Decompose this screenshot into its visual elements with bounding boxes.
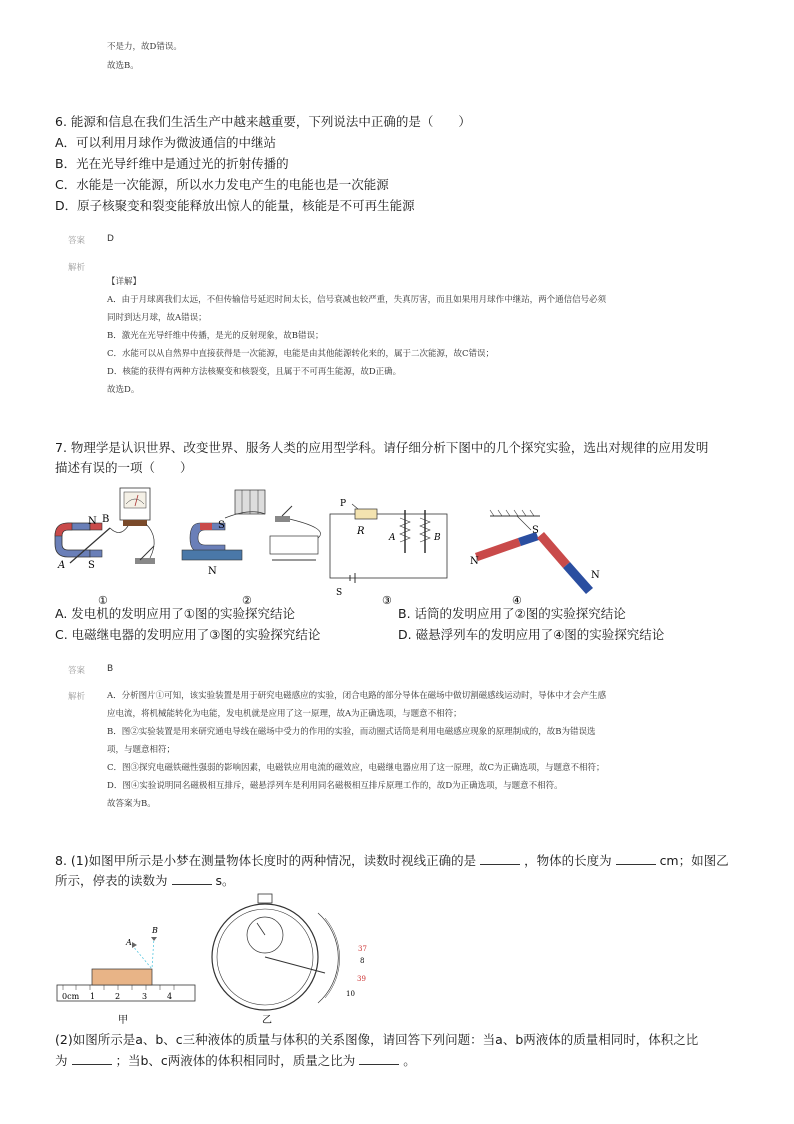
label-n: N — [208, 566, 217, 577]
q6-answer: D — [107, 234, 114, 244]
label-r: R — [357, 526, 365, 537]
eye-b-label: B — [152, 926, 158, 935]
q7-analysis-line: 应电流，将机械能转化为电能，发电机就是应用了这一原理，故A为正确选项，与题意不相符； — [107, 709, 462, 719]
figure-2-current-in-field — [182, 490, 321, 607]
answer-blank[interactable] — [172, 872, 212, 885]
figure-label-3: ③ — [382, 594, 392, 607]
q7-option-c[interactable]: C. 电磁继电器的发明应用了③图的实验探究结论 — [55, 627, 321, 642]
q6-analysis-line: 故选D。 — [107, 385, 140, 395]
q6-analysis-line: A．由于月球离我们太远，不但传输信号延迟时间太长，信号衰减也较严重，失真厉害，而且如果用月球作中继站，两个通信信号必须 — [107, 295, 607, 305]
ruler-figure — [57, 926, 195, 1026]
q7-answer-label: 答案 — [68, 666, 86, 676]
q7-analysis-line: A．分析图片①可知，该实验装置是用于研究电磁感应的实验，闭合电路的部分导体在磁场中做切割磁感线运动时，导体中才会产生感 — [107, 691, 607, 701]
answer-blank[interactable] — [72, 1052, 112, 1065]
label-s: S — [336, 588, 343, 598]
q7-analysis-line: B．图②实验装置是用来研究通电导线在磁场中受力的作用的实验，而动圈式话筒是利用电磁感应现象的原理制成的，故B为错误选 — [107, 727, 596, 737]
dial-number: 8 — [360, 957, 365, 965]
ruler-tick: 3 — [142, 992, 148, 1001]
q6-analysis-line: 同时到达月球，故A错误； — [107, 313, 207, 323]
q8-text: ；当b、c两液体的体积相同时，质量之比为 — [115, 1053, 356, 1068]
q7-analysis-line: C．图③探究电磁铁磁性强弱的影响因素，电磁铁应用电流的磁效应，电磁继电器应用了这一原理，故C为正确选项，与题意不相符； — [107, 763, 605, 773]
q8-text: ，物体的长度为 — [524, 853, 612, 868]
label-s: S — [218, 520, 225, 531]
ruler-tick: 2 — [115, 992, 121, 1001]
q8-text: 8. (1)如图甲所示是小梦在测量物体长度时的两种情况，读数时视线正确的是 — [55, 853, 477, 868]
q8-part1-line1 — [55, 851, 729, 871]
label-n: N — [88, 516, 97, 527]
dial-number: 10 — [346, 990, 355, 998]
answer-blank[interactable] — [616, 852, 656, 865]
q8-part2-line1: (2)如图所示是a、b、c三种液体的质量与体积的关系图像，请回答下列问题：当a、b两液体的质量相同时，体积之比 — [55, 1032, 699, 1047]
q6-option-c[interactable]: C．水能是一次能源，所以水力发电产生的电能也是一次能源 — [55, 177, 389, 192]
q6-analysis-line: B．激光在光导纤维中传播，是光的反射现象，故B错误； — [107, 331, 324, 341]
figure-3-electromagnet-circuit — [330, 499, 447, 607]
figure-label-1: ① — [98, 594, 108, 607]
figure-4-magnets-repel — [470, 510, 600, 607]
figure-label-4: ④ — [512, 594, 522, 607]
answer-blank[interactable] — [480, 852, 520, 865]
dial-number: 37 — [358, 945, 367, 953]
ruler-tick: 4 — [167, 992, 173, 1001]
label-a: A — [58, 560, 66, 571]
dial-number: 39 — [357, 975, 366, 983]
q8-text: 所示，停表的读数为 — [55, 873, 168, 888]
label-n: N — [591, 570, 600, 581]
q8-part1-line2 — [55, 871, 235, 891]
stopwatch-figure — [212, 894, 367, 1026]
q6-analysis-line: D．核能的获得有两种方法核聚变和核裂变，且属于不可再生能源，故D正确。 — [107, 367, 402, 377]
q6-analysis-label: 解析 — [68, 263, 86, 273]
label-s: S — [532, 525, 539, 536]
label-a: A — [389, 533, 396, 543]
q7-option-d[interactable]: D. 磁悬浮列车的发明应用了④图的实验探究结论 — [398, 627, 665, 642]
q7-analysis-label: 解析 — [68, 692, 86, 702]
label-s: S — [88, 560, 95, 571]
q7-stem-cont: 描述有误的一项（ ） — [55, 460, 193, 475]
q7-option-b[interactable]: B. 话筒的发明应用了②图的实验探究结论 — [398, 606, 626, 621]
ruler-tick: 1 — [90, 992, 96, 1001]
figure-1-electromagnetic-induction — [55, 488, 155, 607]
q8-text: 为 — [55, 1053, 68, 1068]
q7-answer: B — [107, 664, 114, 674]
figure-label-yi: 乙 — [262, 1015, 272, 1026]
figure-label-2: ② — [242, 594, 252, 607]
q6-option-d[interactable]: D．原子核聚变和裂变能释放出惊人的能量，核能是不可再生能源 — [55, 198, 415, 213]
q8-text: 。 — [403, 1053, 416, 1068]
label-p: P — [340, 499, 347, 509]
label-b: B — [434, 533, 441, 543]
eye-a-label: A — [126, 938, 132, 947]
ruler-tick: 0cm — [62, 992, 80, 1001]
prev-conclusion: 故选B。 — [107, 61, 139, 71]
label-b: B — [102, 514, 110, 525]
q8-figures — [50, 893, 380, 1028]
q7-option-a[interactable]: A. 发电机的发明应用了①图的实验探究结论 — [55, 606, 295, 621]
q7-analysis-line: 故答案为B。 — [107, 799, 156, 809]
q7-analysis-line: 项，与题意相符； — [107, 745, 176, 755]
q7-analysis-line: D．图④实验说明同名磁极相互排斥，磁悬浮列车是利用同名磁极相互排斥原理工作的，故D为正确选项，与题意不相符。 — [107, 781, 563, 791]
figure-label-jia: 甲 — [118, 1015, 128, 1026]
q7-stem: 7. 物理学是认识世界、改变世界、服务人类的应用型学科。请仔细分析下图中的几个探究实验，选出对规律的应用发明 — [55, 440, 709, 455]
label-n: N — [470, 556, 479, 567]
q6-option-b[interactable]: B．光在光导纤维中是通过光的折射传播的 — [55, 156, 289, 171]
answer-blank[interactable] — [359, 1052, 399, 1065]
q8-text: cm；如图乙 — [659, 853, 729, 868]
q8-part2-line2 — [55, 1051, 416, 1071]
prev-analysis-line: 不是力，故D错误。 — [107, 42, 182, 52]
q6-analysis-line: C．水能可以从自然界中直接获得是一次能源，电能是由其他能源转化来的，属于二次能源，故C错误； — [107, 349, 495, 359]
q6-stem: 6. 能源和信息在我们生活生产中越来越重要，下列说法中正确的是（ ） — [55, 114, 471, 129]
q6-answer-label: 答案 — [68, 236, 86, 246]
q6-analysis-line: 【详解】 — [107, 277, 142, 287]
q6-option-a[interactable]: A．可以利用月球作为微波通信的中继站 — [55, 135, 277, 150]
q7-figures — [50, 478, 610, 608]
q8-text: s。 — [215, 873, 235, 888]
